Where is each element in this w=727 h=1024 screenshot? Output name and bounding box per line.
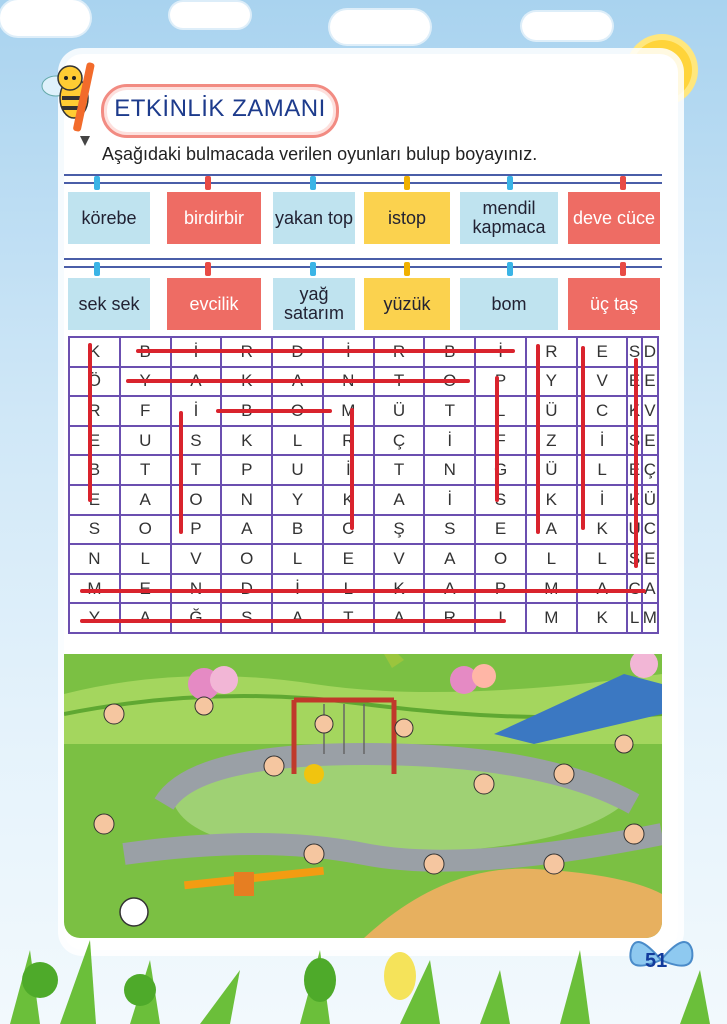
grid-cell[interactable]: A [577, 574, 628, 604]
grid-cell[interactable]: L [577, 544, 628, 574]
grid-cell[interactable]: K [627, 485, 641, 515]
grid-cell[interactable]: Y [120, 367, 171, 397]
grid-cell[interactable]: A [424, 574, 475, 604]
grid-cell[interactable]: D [221, 574, 272, 604]
grid-cell[interactable]: U [120, 426, 171, 456]
cloud [170, 2, 250, 28]
grid-cell[interactable]: B [120, 337, 171, 367]
grid-cell[interactable]: L [475, 396, 526, 426]
grid-cell[interactable]: Z [526, 426, 577, 456]
grid-cell[interactable]: Y [526, 367, 577, 397]
grid-cell[interactable]: E [475, 515, 526, 545]
grid-cell[interactable]: A [120, 603, 171, 633]
grid-cell[interactable]: K [577, 603, 628, 633]
grid-cell[interactable]: K [221, 426, 272, 456]
title-badge [101, 84, 339, 138]
grid-cell[interactable]: L [577, 455, 628, 485]
rope-line [64, 182, 662, 184]
grid-cell[interactable]: M [323, 396, 374, 426]
grid-cell[interactable]: E [627, 455, 641, 485]
grid-cell[interactable]: P [475, 574, 526, 604]
grid-cell[interactable]: S [69, 515, 120, 545]
grid-cell[interactable]: İ [171, 337, 222, 367]
grid-cell[interactable]: T [323, 603, 374, 633]
grid-cell[interactable]: N [69, 544, 120, 574]
clothespin-icon [620, 262, 626, 276]
word-card-uc-tas: üç taş [568, 278, 660, 330]
grid-cell[interactable]: Ü [526, 455, 577, 485]
grid-cell[interactable]: M [69, 574, 120, 604]
instruction-text: Aşağıdaki bulmacada verilen oyunları bulup boyayınız. [102, 144, 538, 164]
grid-cell[interactable]: R [374, 337, 425, 367]
grid-cell[interactable]: L [323, 574, 374, 604]
grid-cell[interactable]: S [627, 426, 641, 456]
clothespin-icon [94, 176, 100, 190]
grid-cell[interactable]: L [526, 544, 577, 574]
grid-cell[interactable]: U [627, 515, 641, 545]
word-card-mendil-kapmaca: mendil kapmaca [460, 192, 558, 244]
grid-cell[interactable]: L [272, 544, 323, 574]
clothespin-icon [94, 262, 100, 276]
grid-cell[interactable]: E [577, 337, 628, 367]
grid-cell[interactable]: A [272, 603, 323, 633]
clothespin-icon [310, 176, 316, 190]
grid-cell[interactable]: E [642, 426, 658, 456]
grid-cell[interactable]: S [627, 544, 641, 574]
grid-cell[interactable]: S [424, 515, 475, 545]
grid-cell[interactable]: B [424, 337, 475, 367]
grid-cell[interactable]: A [120, 485, 171, 515]
grid-cell[interactable]: C [627, 574, 641, 604]
grid-cell[interactable]: A [374, 603, 425, 633]
grid-cell[interactable]: İ [577, 426, 628, 456]
grid-cell[interactable]: S [221, 603, 272, 633]
grid-cell[interactable]: Ü [374, 396, 425, 426]
word-card-yuzuk: yüzük [364, 278, 450, 330]
word-card-bom: bom [460, 278, 558, 330]
grid-cell[interactable]: P [221, 455, 272, 485]
grid-cell[interactable]: Ö [69, 367, 120, 397]
cloud [0, 0, 90, 36]
word-card-yakan-top: yakan top [273, 192, 355, 244]
grid-cell[interactable]: S [475, 485, 526, 515]
grid-cell[interactable]: İ [424, 485, 475, 515]
word-search-table [68, 336, 659, 634]
grid-cell[interactable]: E [642, 367, 658, 397]
grid-cell[interactable]: V [374, 544, 425, 574]
grid-cell[interactable]: Y [272, 485, 323, 515]
grid-cell[interactable]: K [577, 515, 628, 545]
word-card-birdirbir: birdirbir [167, 192, 261, 244]
grid-cell[interactable]: E [627, 367, 641, 397]
grid-cell[interactable]: B [272, 515, 323, 545]
grid-cell[interactable]: V [171, 544, 222, 574]
grid-cell[interactable]: İ [323, 455, 374, 485]
grid-cell[interactable]: O [475, 544, 526, 574]
grid-cell[interactable]: O [221, 544, 272, 574]
grid-row [69, 337, 658, 367]
grid-cell[interactable]: T [374, 455, 425, 485]
clothespin-icon [404, 262, 410, 276]
grid-cell[interactable]: T [424, 396, 475, 426]
grid-cell[interactable]: G [475, 455, 526, 485]
grid-row [69, 603, 658, 633]
grid-cell[interactable]: A [642, 574, 658, 604]
cloud [330, 10, 430, 44]
grid-row [69, 515, 658, 545]
grid-cell[interactable]: K [221, 367, 272, 397]
word-search-grid [68, 336, 659, 634]
grid-cell[interactable]: İ [577, 485, 628, 515]
grid-cell[interactable]: M [642, 603, 658, 633]
word-card-deve-cuce: deve cüce [568, 192, 660, 244]
grid-cell[interactable]: F [475, 426, 526, 456]
grid-cell[interactable]: E [120, 574, 171, 604]
grid-cell[interactable]: F [120, 396, 171, 426]
grid-cell[interactable]: O [272, 396, 323, 426]
grid-cell[interactable]: R [69, 396, 120, 426]
grid-cell[interactable]: R [323, 426, 374, 456]
grid-cell[interactable]: V [642, 396, 658, 426]
grid-cell[interactable]: N [424, 455, 475, 485]
grid-cell[interactable]: T [120, 455, 171, 485]
grid-cell[interactable]: S [171, 426, 222, 456]
grid-cell[interactable]: İ [171, 396, 222, 426]
grid-cell[interactable]: A [171, 367, 222, 397]
grid-cell[interactable]: D [642, 337, 658, 367]
grid-row [69, 544, 658, 574]
rope-line [64, 174, 662, 176]
clothespin-icon [404, 176, 410, 190]
grid-cell[interactable]: L [627, 603, 641, 633]
grid-cell[interactable]: İ [475, 337, 526, 367]
grid-cell[interactable]: N [171, 574, 222, 604]
grid-row [69, 574, 658, 604]
grid-cell[interactable]: Ğ [171, 603, 222, 633]
grid-cell[interactable]: C [642, 515, 658, 545]
grid-cell[interactable]: A [424, 544, 475, 574]
word-card-sek-sek: sek sek [68, 278, 150, 330]
grid-cell[interactable]: L [272, 426, 323, 456]
grid-cell[interactable]: R [526, 337, 577, 367]
grid-cell[interactable]: R [221, 337, 272, 367]
grid-cell[interactable]: V [577, 367, 628, 397]
grid-cell[interactable]: K [526, 485, 577, 515]
grid-row [69, 485, 658, 515]
grid-cell[interactable]: E [323, 544, 374, 574]
playground-illustration [64, 654, 662, 938]
grid-cell[interactable]: İ [272, 574, 323, 604]
grid-cell[interactable]: A [221, 515, 272, 545]
grid-cell[interactable]: İ [424, 426, 475, 456]
clothespin-icon [507, 262, 513, 276]
grid-cell[interactable]: K [69, 337, 120, 367]
grass-decoration [0, 940, 727, 1024]
word-card-evcilik: evcilik [167, 278, 261, 330]
grid-cell[interactable]: A [374, 485, 425, 515]
grid-cell[interactable]: K [323, 485, 374, 515]
grid-cell[interactable]: E [642, 544, 658, 574]
grid-cell[interactable]: A [272, 367, 323, 397]
grid-cell[interactable]: P [475, 367, 526, 397]
grid-cell[interactable]: S [627, 337, 641, 367]
grid-cell[interactable]: A [526, 515, 577, 545]
grid-cell[interactable]: B [69, 455, 120, 485]
grid-row [69, 455, 658, 485]
grid-cell[interactable]: T [171, 455, 222, 485]
bee-mascot-icon [36, 56, 100, 146]
grid-cell[interactable]: I [475, 603, 526, 633]
grid-cell[interactable]: M [526, 574, 577, 604]
clothespin-icon [205, 262, 211, 276]
grid-cell[interactable]: M [526, 603, 577, 633]
grid-cell[interactable]: C [577, 396, 628, 426]
grid-cell[interactable]: Ç [642, 455, 658, 485]
grid-cell[interactable]: P [171, 515, 222, 545]
page-title: ETKİNLİK ZAMANI [114, 95, 326, 122]
grid-cell[interactable]: O [424, 367, 475, 397]
grid-cell[interactable]: D [272, 337, 323, 367]
grid-cell[interactable]: L [120, 544, 171, 574]
grid-row [69, 396, 658, 426]
grid-row [69, 367, 658, 397]
grid-cell[interactable]: T [374, 367, 425, 397]
page-number: 51 [645, 950, 668, 972]
grid-cell[interactable]: E [69, 485, 120, 515]
rope-line [64, 258, 662, 260]
grid-cell[interactable]: Ü [526, 396, 577, 426]
grid-cell[interactable]: E [69, 426, 120, 456]
grid-cell[interactable]: N [323, 367, 374, 397]
grid-cell[interactable]: Ü [642, 485, 658, 515]
grid-cell[interactable]: K [374, 574, 425, 604]
grid-cell[interactable]: R [424, 603, 475, 633]
grid-cell[interactable]: Y [69, 603, 120, 633]
rope-line [64, 266, 662, 268]
grid-cell[interactable]: B [221, 396, 272, 426]
word-card-istop: istop [364, 192, 450, 244]
grid-cell[interactable]: C [323, 515, 374, 545]
grid-cell[interactable]: İ [323, 337, 374, 367]
grid-row [69, 426, 658, 456]
cloud [522, 12, 612, 40]
grid-cell[interactable]: K [627, 396, 641, 426]
grid-cell[interactable]: O [120, 515, 171, 545]
word-card-yag-satarim: yağ satarım [273, 278, 355, 330]
grid-cell[interactable]: O [171, 485, 222, 515]
clothespin-icon [620, 176, 626, 190]
grid-cell[interactable]: Ş [374, 515, 425, 545]
grid-cell[interactable]: U [272, 455, 323, 485]
grid-cell[interactable]: Ç [374, 426, 425, 456]
grid-cell[interactable]: N [221, 485, 272, 515]
clothespin-icon [507, 176, 513, 190]
clothespin-icon [310, 262, 316, 276]
word-card-korebe: körebe [68, 192, 150, 244]
clothespin-icon [205, 176, 211, 190]
